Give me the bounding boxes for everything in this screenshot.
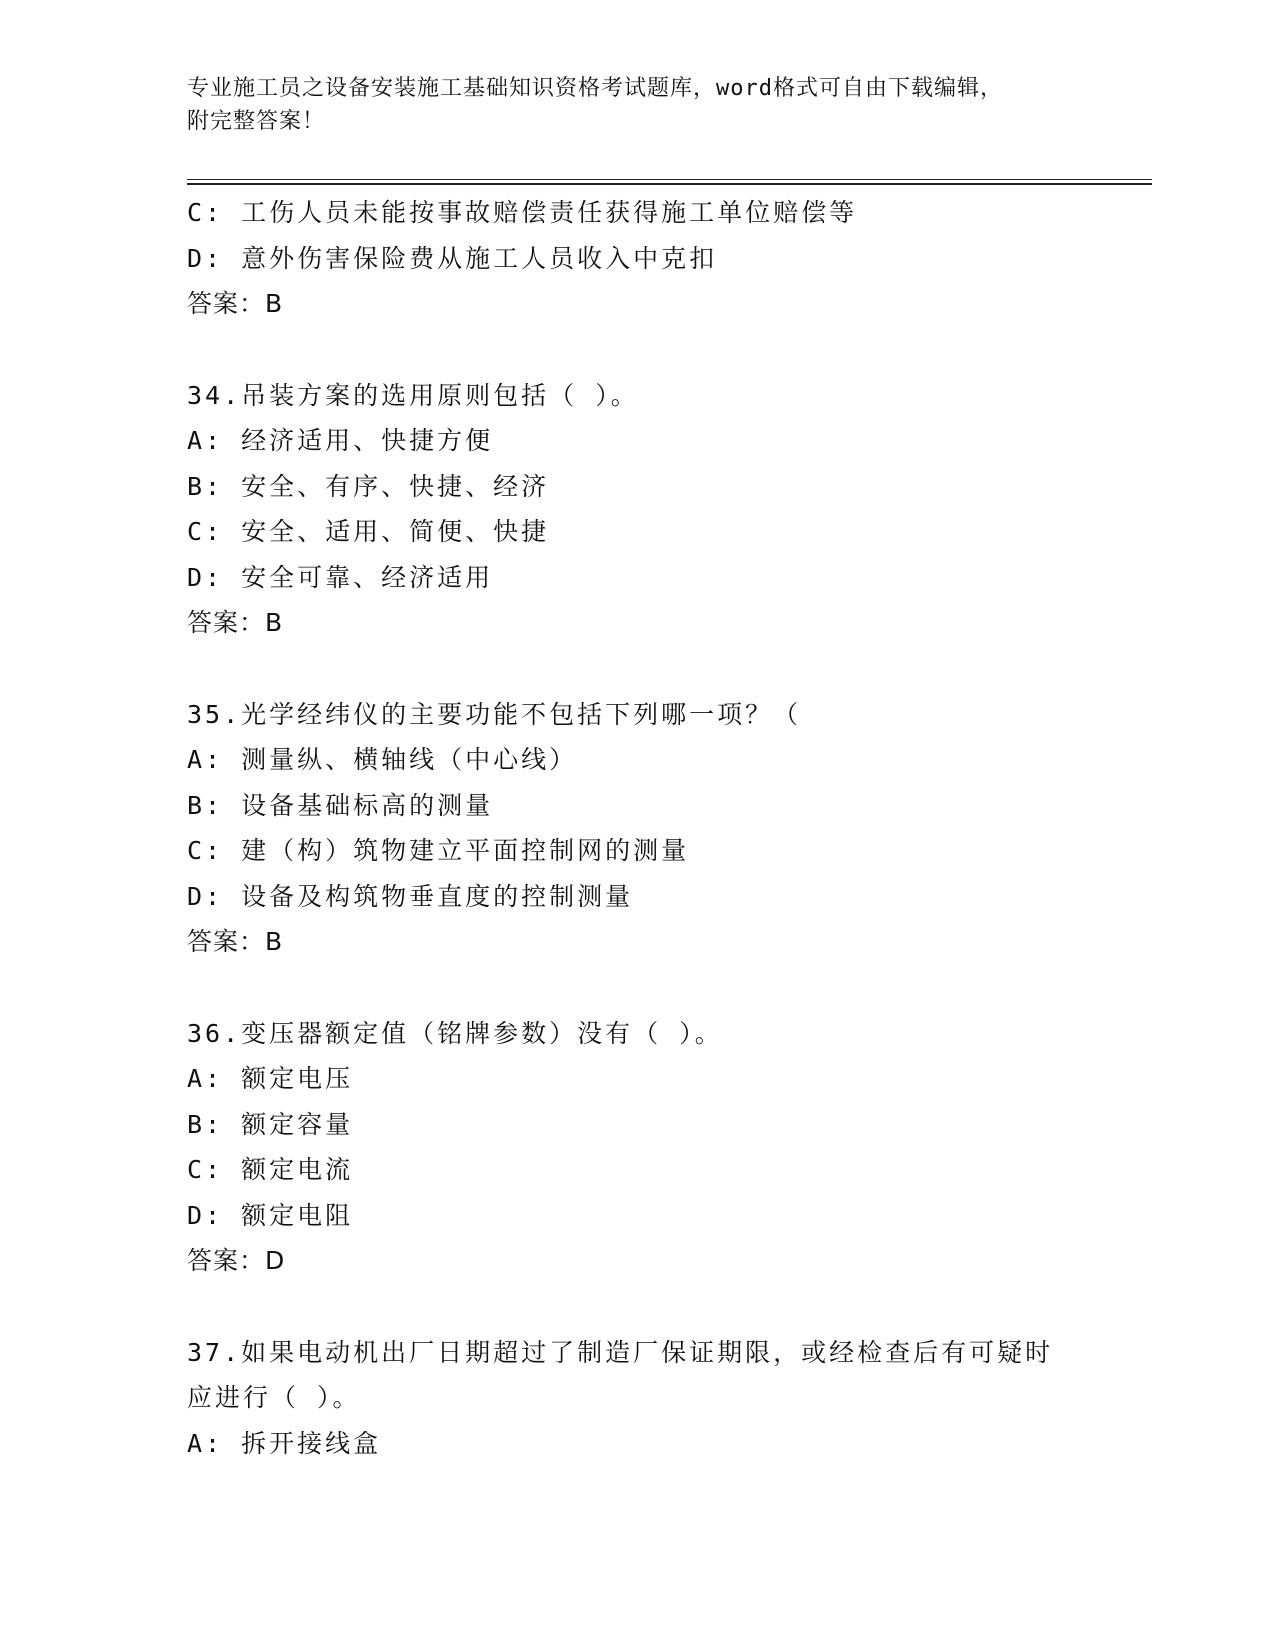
answer-line: 答案：B: [187, 927, 284, 956]
question-stem-line-1: 37.如果电动机出厂日期超过了制造厂保证期限，或经检查后有可疑时: [187, 1337, 1054, 1367]
spacer: [187, 327, 1087, 373]
option-a: A: 额定电压: [187, 1064, 354, 1093]
question-stem-line-2: 应进行（ ）。: [187, 1383, 361, 1412]
question-stem: 34.吊装方案的选用原则包括（ ）。: [187, 380, 639, 410]
document-header: [187, 72, 1067, 138]
spacer: [187, 646, 1087, 692]
header-line-1: 专业施工员之设备安装施工基础知识资格考试题库，word格式可自由下载编辑，: [187, 76, 1003, 101]
question-stem: 35.光学经纬仪的主要功能不包括下列哪一项？（: [187, 699, 802, 729]
option-b: B: 额定容量: [187, 1109, 354, 1139]
spacer: [187, 1284, 1087, 1330]
header-divider-thin: [187, 179, 1152, 180]
option-d: D: 设备及构筑物垂直度的控制测量: [187, 881, 634, 911]
option-c: C: 安全、适用、简便、快捷: [187, 517, 550, 546]
option-c: C: 工伤人员未能按事故赔偿责任获得施工单位赔偿等: [187, 198, 858, 227]
option-a: A: 测量纵、横轴线（中心线）: [187, 745, 578, 774]
question-36: [187, 1011, 1087, 1284]
option-d: D: 意外伤害保险费从施工人员收入中克扣: [187, 243, 718, 273]
question-34: [187, 373, 1087, 646]
spacer: [187, 965, 1087, 1011]
option-c: C: 建（构）筑物建立平面控制网的测量: [187, 836, 690, 865]
option-a: A: 经济适用、快捷方便: [187, 426, 494, 455]
option-b: B: 安全、有序、快捷、经济: [187, 471, 550, 501]
question-33-tail: [187, 190, 1087, 327]
question-35: [187, 692, 1087, 965]
answer-line: 答案：B: [187, 608, 284, 637]
option-b: B: 设备基础标高的测量: [187, 790, 494, 820]
question-37: [187, 1330, 1087, 1467]
option-d: D: 额定电阻: [187, 1200, 354, 1230]
answer-line: 答案：D: [187, 1246, 286, 1275]
question-list: [187, 190, 1087, 1466]
answer-line: 答案：B: [187, 289, 284, 318]
question-stem: 36.变压器额定值（铭牌参数）没有（ ）。: [187, 1018, 723, 1048]
header-line-2: 附完整答案！: [187, 109, 326, 134]
header-divider-thick: [187, 183, 1152, 185]
option-d: D: 安全可靠、经济适用: [187, 562, 494, 592]
option-a: A: 拆开接线盒: [187, 1428, 382, 1458]
option-c: C: 额定电流: [187, 1155, 354, 1184]
